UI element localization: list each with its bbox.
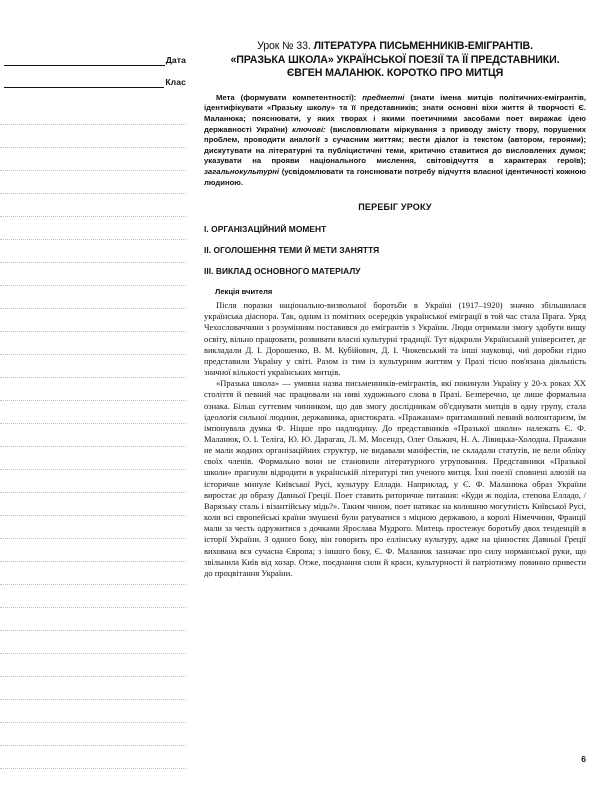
lecture-paragraph-2: «Празька школа» — умовна назва письменників-емігрантів, які покинули Україну у 20-х роках XX століття й певний час працювали на ниві художнього слова в Празі. Безперечно, це лише формальна ознака. Більш суттєвим чинником, що дав змогу дослідникам об'єднувати митців в одну групу, стала ідеологія сильної людини, державника, аристократа. «Пражанам» притаманний певний волюнтаризм, їм імпонувала думка Ф. Ніцше про надлюдину. До представників «Празької школи» належать Є. Ф. Маланюк, О. І. Теліга, Ю. Ю. Дараган, Л. М. Мосендз, Олег Ольжич, Н. А. Лівицька-Холодна. Пражани не мали жодних організаційних структур, не видавали маніфестів, не складали статутів, не вели обліку своїх членів. Формально вони не становили літературного угруповання. Представники «Празької школи» прагнули відродити в українській літературі тип ученого митця. Їхні поезії сповнені алюзій на історичне минуле Київської Русі, культуру Еллади. Наприклад, у Є. Ф. Маланюка образ України виростає до образу Давньої Греції. Поет ставить риторичне питання: «Куди ж поділа, степова Елладо, / Варязьку сталь і візантійську мідь?». Таким чином, поет натякає на колишню могутність Київської Русі, коли всі європейські країни змушені були ратуватися з міцною державою, а королі Німеччини, Франції мали за честь одружитися з дочками Ярослава Мудрого. Митець простежує боротьбу двох тенденцій в історії України. З одного боку, він говорить про еллінську культуру, адже на цінностях Давньої Греції вихована вся сучасна Європа; з іншого боку, Є. Ф. Маланюк зазначає про силу норманської руки, що звільнила Київ від хозар. Отже, поєднання сили й краси, культурності й патріотизму повинно привести до процвітання України. — [204, 378, 586, 578]
lesson-title-line-2: «ПРАЗЬКА ШКОЛА» УКРАЇНСЬКОЇ ПОЕЗІЇ ТА ЇЇ ПРЕДСТАВНИКИ. — [230, 53, 560, 66]
note-writing-line[interactable] — [0, 539, 186, 562]
note-writing-line[interactable] — [0, 102, 186, 125]
note-writing-line[interactable] — [0, 585, 186, 608]
lesson-goal-paragraph — [204, 93, 586, 188]
note-writing-line[interactable] — [0, 401, 186, 424]
note-writing-line[interactable] — [0, 677, 186, 700]
note-writing-line[interactable] — [0, 194, 186, 217]
note-writing-line[interactable] — [0, 493, 186, 516]
note-writing-line[interactable] — [0, 125, 186, 148]
stage-heading-2: II. ОГОЛОШЕННЯ ТЕМИ Й МЕТИ ЗАНЯТТЯ — [204, 245, 380, 256]
lesson-title-line-1: ЛІТЕРАТУРА ПИСЬМЕННИКІВ-ЕМІГРАНТІВ. — [313, 40, 533, 52]
note-writing-line[interactable] — [0, 746, 186, 769]
note-writing-line[interactable] — [0, 608, 186, 631]
note-writing-line[interactable] — [0, 263, 186, 286]
class-field-row[interactable] — [4, 66, 186, 88]
note-writing-line[interactable] — [0, 424, 186, 447]
note-lines-area[interactable] — [0, 102, 196, 769]
note-writing-line[interactable] — [0, 447, 186, 470]
note-writing-line[interactable] — [0, 654, 186, 677]
note-writing-line[interactable] — [0, 240, 186, 263]
goal-zahalnokulturni-text: (усвідомлювати та гонснювати потребу відчуття власної ідентичності кожною людиною. — [204, 166, 586, 187]
page-title — [204, 40, 586, 81]
note-writing-line[interactable] — [0, 286, 186, 309]
note-writing-line[interactable] — [0, 723, 186, 746]
page-number: 6 — [581, 754, 586, 764]
date-writing-rule[interactable] — [4, 51, 165, 66]
lesson-content-column — [196, 0, 600, 800]
lesson-number: Урок № 33. — [257, 40, 311, 52]
stage-heading-1: I. ОРГАНІЗАЦІЙНИЙ МОМЕНТ — [204, 224, 327, 235]
note-writing-line[interactable] — [0, 171, 186, 194]
date-field-row[interactable] — [4, 44, 186, 66]
notes-column — [0, 0, 196, 800]
goal-predmetni-label: предметні — [362, 92, 405, 102]
note-writing-line[interactable] — [0, 700, 186, 723]
goal-klyuchovi-label: ключові: — [292, 124, 326, 134]
stage-heading-3: III. ВИКЛАД ОСНОВНОГО МАТЕРІАЛУ — [204, 266, 361, 277]
lesson-title-line-3: ЄВГЕН МАЛАНЮК. КОРОТКО ПРО МИТЦЯ — [286, 67, 504, 80]
note-writing-line[interactable] — [0, 562, 186, 585]
note-writing-line[interactable] — [0, 217, 186, 240]
subsection-heading-teacher-lecture: Лекція вчителя — [215, 287, 273, 297]
class-label: Клас — [165, 77, 186, 87]
goal-predmetni-text: (знати імена митців політичних-емігрантів, ідентифікувати «Празьку школу» та її представників; знати основні віхи життя й творчості Є. Маланюка; пояснювати, у яких творах і якими поетичними засобами поет виражає ідею державності України) — [204, 92, 586, 134]
lecture-paragraph-1: Після поразки національно-визвольної боротьби в Україні (1917–1920) значно збільшилася українська діаспора. Так, одним із помітних осередків української еміграції в той час стала Прага. Уряд Чехословаччини з розумінням поставився до емігрантів з України. Люди отримали змогу здобути вищу освіту, вільно працювати, розвивати власні культурні традиції. Тут відкрили Український університет, де викладали Д. І. Дорошенко, В. М. Кубійович, Д. І. Чижевський та інші науковці, чиї доробки гідно представили Україну у світі. Разом із тим із культурним життям у Празі тісно пов'язана діяльність значної кількості українських митців. — [204, 300, 586, 378]
goal-zahalnokulturni-label: загальнокультурні — [204, 166, 280, 176]
note-writing-line[interactable] — [0, 309, 186, 332]
note-writing-line[interactable] — [0, 516, 186, 539]
goal-label: Мета (формувати компетентності): — [216, 92, 357, 102]
note-writing-line[interactable] — [0, 355, 186, 378]
date-label: Дата — [165, 55, 186, 65]
note-writing-line[interactable] — [0, 631, 186, 654]
note-writing-line[interactable] — [0, 470, 186, 493]
note-writing-line[interactable] — [0, 378, 186, 401]
class-writing-rule[interactable] — [4, 73, 164, 88]
course-heading: ПЕРЕБІГ УРОКУ — [358, 202, 432, 213]
note-writing-line[interactable] — [0, 148, 186, 171]
note-writing-line[interactable] — [0, 332, 186, 355]
goal-klyuchovi-text: (висловлювати міркування з приводу змісту твору, порушених проблем, проводити аналогії з сучасним життям; вести діалог із текстом (автором, героями); дискутувати на літературні та публіцистичні теми, критично ставитися до висловлених думок; указувати на прояви національного мислення, світовідчуття в характерах героїв); — [204, 124, 586, 166]
